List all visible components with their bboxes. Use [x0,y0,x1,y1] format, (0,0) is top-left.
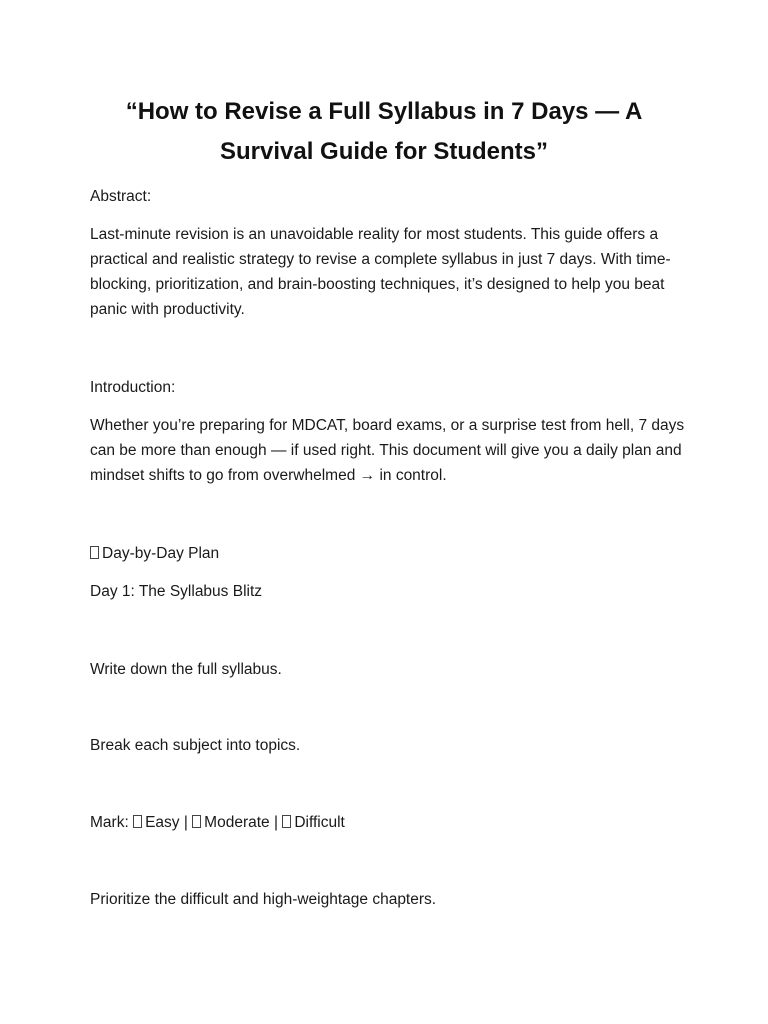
title-line-2: Survival Guide for Students” [219,138,549,165]
day1-step-write-syllabus: Write down the full syllabus. [90,661,282,678]
mark-prefix: Mark: [90,814,129,831]
mark-moderate: Moderate | [204,814,278,831]
day1-heading: Day 1: The Syllabus Blitz [90,583,263,600]
day1-step-mark [90,810,690,835]
day1-step-prioritize: Prioritize the difficult and high-weightage chapters. [90,891,437,908]
moderate-marker-icon [192,815,201,828]
title-line-1: “How to Revise a Full Syllabus in 7 Days — A [125,98,643,125]
easy-marker-icon [133,815,142,828]
abstract-heading: Abstract: [90,188,152,205]
introduction-heading: Introduction: [90,379,176,396]
difficult-marker-icon [282,815,291,828]
introduction-body: Whether you’re preparing for MDCAT, board exams, or a surprise test from hell, 7 days can be more than enough — if used right. This document will give you a daily plan and mindset shifts to go from overwhelmed → in control. [90,417,685,484]
abstract-body: Last-minute revision is an unavoidable reality for most students. This guide offers a practical and realistic strategy to revise a complete syllabus in just 7 days. With time-blocking, prioritization, and brain-boosting techniques, it’s designed to help you beat panic with productivity. [90,226,671,318]
day1-step-break-topics: Break each subject into topics. [90,737,301,754]
mark-difficult: Difficult [294,814,345,831]
plan-heading-text: Day-by-Day Plan [102,545,220,562]
missing-glyph-icon [90,546,99,559]
document-title [60,92,708,172]
mark-easy: Easy | [145,814,188,831]
plan-heading [90,541,690,566]
